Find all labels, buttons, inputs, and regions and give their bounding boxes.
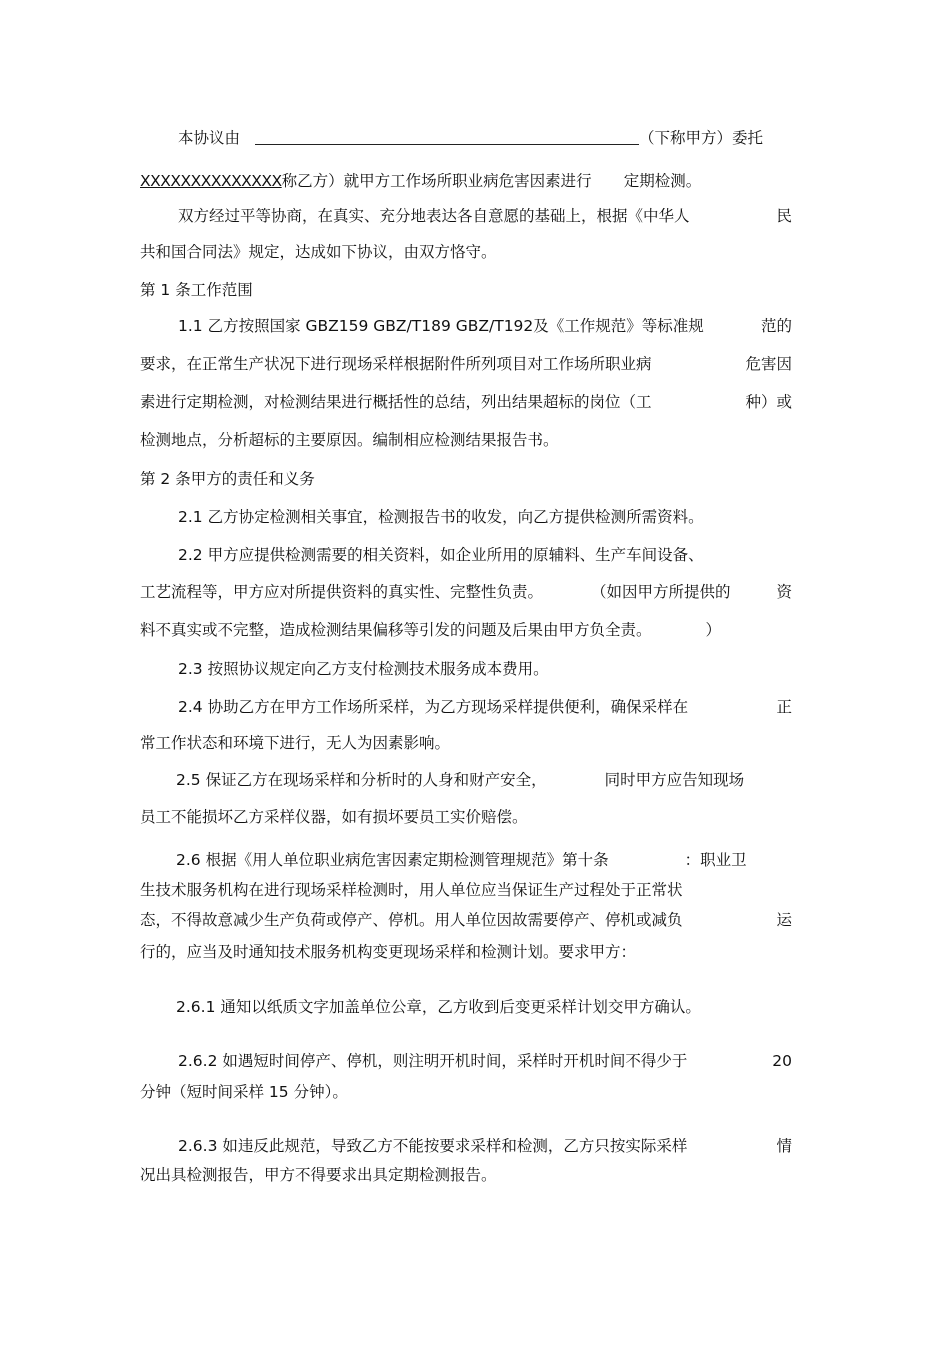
intro-prefix: 本协议由: [178, 129, 241, 147]
intro-suffix: （下称甲方）委托: [638, 129, 763, 147]
clause-2-6-line-1-text: 2.6 根据《用人单位职业病危害因素定期检测管理规范》第十条: [176, 851, 609, 869]
intro-line-2: [140, 171, 701, 191]
clause-2-5-line-1-mid: 同时甲方应告知现场: [604, 771, 745, 789]
clause-2-6-line-2: 生技术服务机构在进行现场采样检测时，用人单位应当保证生产过程处于正常状: [140, 881, 683, 899]
clause-1-1-line-3-tail: 种）或: [745, 393, 792, 411]
clause-2-6-line-3: 态，不得故意减少生产负荷或停产、停机。用人单位因故需要停产、停机或减负: [140, 911, 683, 929]
clause-2-2-line-1: 2.2 甲方应提供检测需要的相关资料，如企业所用的原辅料、生产车间设备、: [178, 546, 704, 564]
clause-2-5-line-2: 员工不能损坏乙方采样仪器，如有损坏要员工实价赔偿。: [140, 808, 528, 826]
para-2-line-1: 双方经过平等协商，在真实、充分地表达各自意愿的基础上，根据《中华人: [178, 207, 690, 225]
clause-2-6-line-1-tail: ：职业卫: [684, 851, 747, 869]
clause-2-2-line-3: [140, 620, 721, 640]
clause-2-6-2-line-2: 分钟（短时间采样 15 分钟）。: [140, 1083, 348, 1101]
intro-line-1: [178, 128, 763, 148]
clause-1-1-line-1-tail: 范的: [760, 317, 792, 335]
clause-2-6-3-line-1: 2.6.3 如违反此规范，导致乙方不能按要求采样和检测，乙方只按实际采样: [178, 1137, 688, 1155]
party-b-name: XXXXXXXXXXXXXX: [140, 172, 282, 190]
clause-2-2-line-2: [140, 582, 731, 602]
clause-2-1: 2.1 乙方协定检测相关事宜，检测报告书的收发，向乙方提供检测所需资料。: [178, 508, 704, 526]
para-2-line-1-tail: 民: [776, 207, 792, 225]
clause-2-6-1: 2.6.1 通知以纸质文字加盖单位公章，乙方收到后变更采样计划交甲方确认。: [176, 998, 701, 1016]
para-2-line-2: 共和国合同法》规定，达成如下协议，由双方恪守。: [140, 243, 497, 261]
intro-line-2-text: 称乙方）就甲方工作场所职业病危害因素进行: [281, 172, 592, 190]
clause-2-4-line-2: 常工作状态和环境下进行，无人为因素影响。: [140, 734, 451, 752]
clause-2-2-line-3-text: 料不真实或不完整，造成检测结果偏移等引发的问题及后果由甲方负全责。: [140, 621, 652, 639]
clause-2-2-line-2-text: 工艺流程等，甲方应对所提供资料的真实性、完整性负责。: [140, 583, 544, 601]
clause-2-6-2-line-1: 2.6.2 如遇短时间停产、停机，则注明开机时间，采样时开机时间不得少于: [178, 1052, 688, 1070]
clause-2-6-line-4: 行的，应当及时通知技术服务机构变更现场采样和检测计划。要求甲方：: [140, 943, 637, 961]
article-2-title: 第 2 条甲方的责任和义务: [140, 470, 315, 488]
clause-2-4-line-1-tail: 正: [776, 698, 792, 716]
article-1-title: 第 1 条工作范围: [140, 281, 253, 299]
party-a-blank: [255, 128, 639, 145]
clause-2-3: 2.3 按照协议规定向乙方支付检测技术服务成本费用。: [178, 660, 549, 678]
clause-2-5-line-1-text: 2.5 保证乙方在现场采样和分析时的人身和财产安全，: [176, 771, 547, 789]
clause-1-1-line-1: 1.1 乙方按照国家 GBZ159 GBZ/T189 GBZ/T192及《工作规范》等标准规: [178, 317, 704, 335]
clause-2-2-line-2-mid: （如因甲方所提供的: [591, 583, 731, 601]
clause-1-1-line-2: 要求，在正常生产状况下进行现场采样根据附件所列项目对工作场所职业病: [140, 355, 652, 373]
clause-2-6-2-line-1-tail: 20: [772, 1052, 792, 1070]
clause-2-4-line-1: 2.4 协助乙方在甲方工作场所采样，为乙方现场采样提供便利，确保采样在: [178, 698, 689, 716]
clause-2-5-line-1: [176, 770, 744, 790]
clause-2-2-line-2-tail: 资: [776, 583, 792, 601]
clause-2-6-line-1: [176, 850, 747, 870]
clause-2-2-line-3-tail: ）: [705, 621, 722, 639]
clause-1-1-line-2-tail: 危害因: [745, 355, 792, 373]
clause-1-1-line-4: 检测地点，分析超标的主要原因。编制相应检测结果报告书。: [140, 431, 559, 449]
clause-2-6-line-3-tail: 运: [776, 911, 792, 929]
clause-2-6-3-line-1-tail: 情: [776, 1137, 792, 1155]
clause-2-6-3-line-2: 况出具检测报告，甲方不得要求出具定期检测报告。: [140, 1166, 497, 1184]
intro-line-2-end: 定期检测。: [623, 172, 702, 190]
clause-1-1-line-3: 素进行定期检测，对检测结果进行概括性的总结，列出结果超标的岗位（工: [140, 393, 652, 411]
